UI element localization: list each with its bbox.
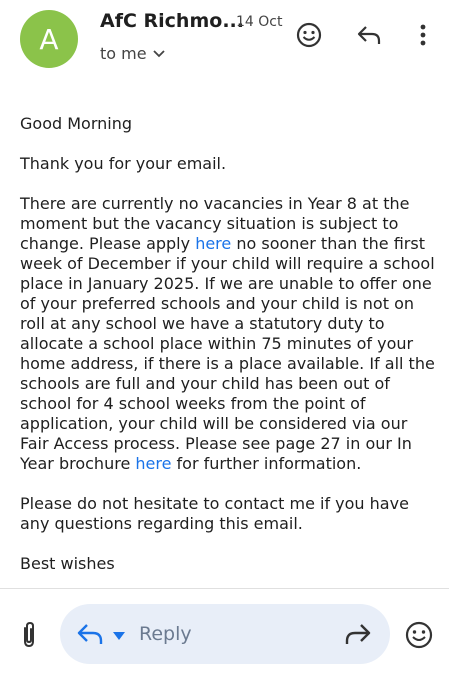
main-text-2: no sooner than the first week of December if your child will require a school place in January 2025. If we are unable to offer one of your preferred schools and your child is not on roll at any school we have a statutory duty to allocate a school place within 75 minutes of your home address, if there is a place available. If all the schools are full and your child has been out of school for 4 school weeks from the point of application, your child will be considered via our Fair Access process. Please see page 27 in our In Year brochure	[20, 234, 435, 473]
sender-name[interactable]: AfC Richmo...	[100, 10, 244, 32]
email-header	[0, 0, 449, 80]
contact-paragraph: Please do not hesitate to contact me if you have any questions regarding this email.	[20, 494, 409, 533]
forward-icon[interactable]	[344, 622, 372, 646]
signoff-line: Best wishes	[20, 554, 115, 573]
emoji-icon[interactable]	[404, 620, 434, 650]
main-text-3: for further information.	[171, 454, 362, 473]
attachment-icon[interactable]	[15, 620, 43, 650]
email-body	[20, 114, 435, 594]
sender-avatar[interactable]: A	[20, 10, 78, 68]
main-paragraph	[20, 194, 435, 474]
emoji-reaction-icon[interactable]	[294, 20, 324, 50]
recipient-toggle[interactable]	[100, 44, 165, 63]
dropdown-icon[interactable]	[112, 627, 126, 639]
apply-link[interactable]: here	[195, 234, 232, 253]
more-vert-icon[interactable]	[408, 20, 438, 50]
reply-button[interactable]	[60, 604, 390, 664]
thanks-line: Thank you for your email.	[20, 154, 227, 173]
main-text-1: There are currently no vacancies in Year 8 at the moment but the vacancy situation is subject to change. Please apply	[20, 194, 410, 253]
reply-icon[interactable]	[354, 20, 384, 50]
brochure-link[interactable]: here	[135, 454, 172, 473]
chevron-down-icon	[153, 47, 165, 61]
recipient-label: to me	[100, 44, 147, 63]
greeting-line: Good Morning	[20, 114, 132, 133]
reply-icon[interactable]	[76, 622, 104, 646]
email-date: 14 Oct	[236, 14, 283, 30]
reply-label[interactable]: Reply	[139, 623, 192, 645]
